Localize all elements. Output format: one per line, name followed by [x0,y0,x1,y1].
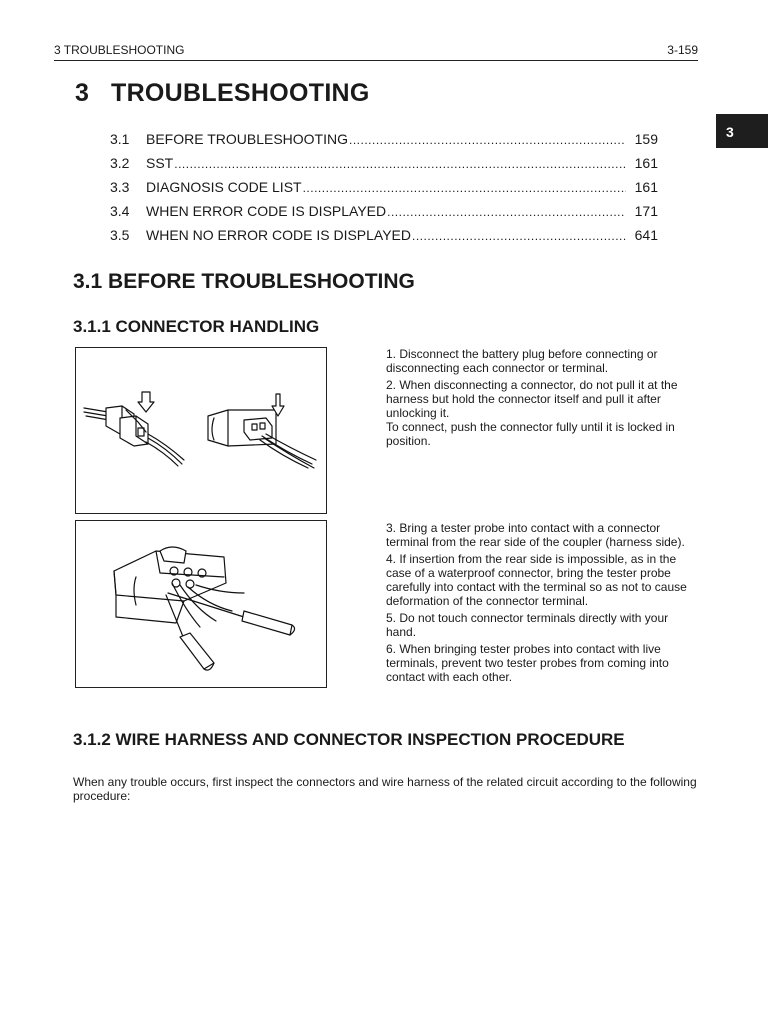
toc-entry-label: SST [146,155,174,171]
chapter-title-text: TROUBLESHOOTING [111,79,370,107]
toc-entry-label: WHEN ERROR CODE IS DISPLAYED [146,203,387,219]
header-page-number: 3-159 [667,43,698,57]
step-text: 5. Do not touch connector terminals directly with your hand. [386,611,669,639]
tester-probe-illustration [75,520,327,688]
connector-steps-group-1 [386,347,696,451]
table-of-contents [110,131,658,251]
step-text: 3. Bring a tester probe into contact with a connector terminal from the rear side of the coupler (harness side). [386,521,685,549]
toc-entry-label: WHEN NO ERROR CODE IS DISPLAYED [146,227,412,243]
toc-entry-number: 3.1 [110,131,130,147]
connector-drawing [76,348,326,513]
toc-leader-dots [174,157,626,171]
step-text: 6. When bringing tester probes into contact with live terminals, prevent two tester probes from coming into contact with each other. [386,642,669,684]
toc-entry-page: 161 [634,155,658,171]
toc-entry-page: 641 [634,227,658,243]
toc-entry[interactable] [110,179,658,203]
toc-entry[interactable] [110,131,658,155]
chapter-number: 3 [75,79,90,107]
header-section: 3 TROUBLESHOOTING [54,43,185,57]
header-rule [54,60,698,61]
chapter-tab[interactable]: 3 [716,114,768,148]
toc-entry-number: 3.3 [110,179,130,195]
connector-disconnect-illustration [75,347,327,514]
toc-entry-label: DIAGNOSIS CODE LIST [146,179,302,195]
toc-entry[interactable] [110,227,658,251]
toc-leader-dots [349,133,626,147]
step-text: 4. If insertion from the rear side is impossible, as in the case of a waterproof connector, bring the tester probe carefully into contact with the terminal so as not to cause deformation of the connector terminal. [386,552,687,608]
toc-leader-dots [303,181,626,195]
toc-entry-number: 3.5 [110,227,130,243]
connector-steps-group-2 [386,521,696,687]
toc-leader-dots [387,205,626,219]
toc-entry-page: 171 [634,203,658,219]
step-text: 2. When disconnecting a connector, do not pull it at the harness but hold the connector itself and pull it after unlocking it. [386,378,678,420]
toc-entry-page: 161 [634,179,658,195]
toc-entry-number: 3.4 [110,203,130,219]
toc-entry[interactable] [110,203,658,227]
step-text: 1. Disconnect the battery plug before connecting or disconnecting each connector or terminal. [386,347,658,375]
toc-entry-number: 3.2 [110,155,130,171]
toc-entry-page: 159 [634,131,658,147]
tester-probe-drawing [76,521,326,687]
toc-leader-dots [412,229,626,243]
section-heading-3-1-1: 3.1.1 CONNECTOR HANDLING [73,317,320,336]
running-header [54,43,698,57]
toc-entry[interactable] [110,155,658,179]
chapter-title [75,79,370,108]
toc-entry-label: BEFORE TROUBLESHOOTING [146,131,348,147]
step-text: To connect, push the connector fully until it is locked in position. [386,420,675,448]
section-3-1-2-body: When any trouble occurs, first inspect the connectors and wire harness of the related circuit according to the following procedure: [73,775,697,803]
section-heading-3-1-2: 3.1.2 WIRE HARNESS AND CONNECTOR INSPECTION PROCEDURE [73,730,625,749]
section-heading-3-1: 3.1 BEFORE TROUBLESHOOTING [73,270,415,293]
